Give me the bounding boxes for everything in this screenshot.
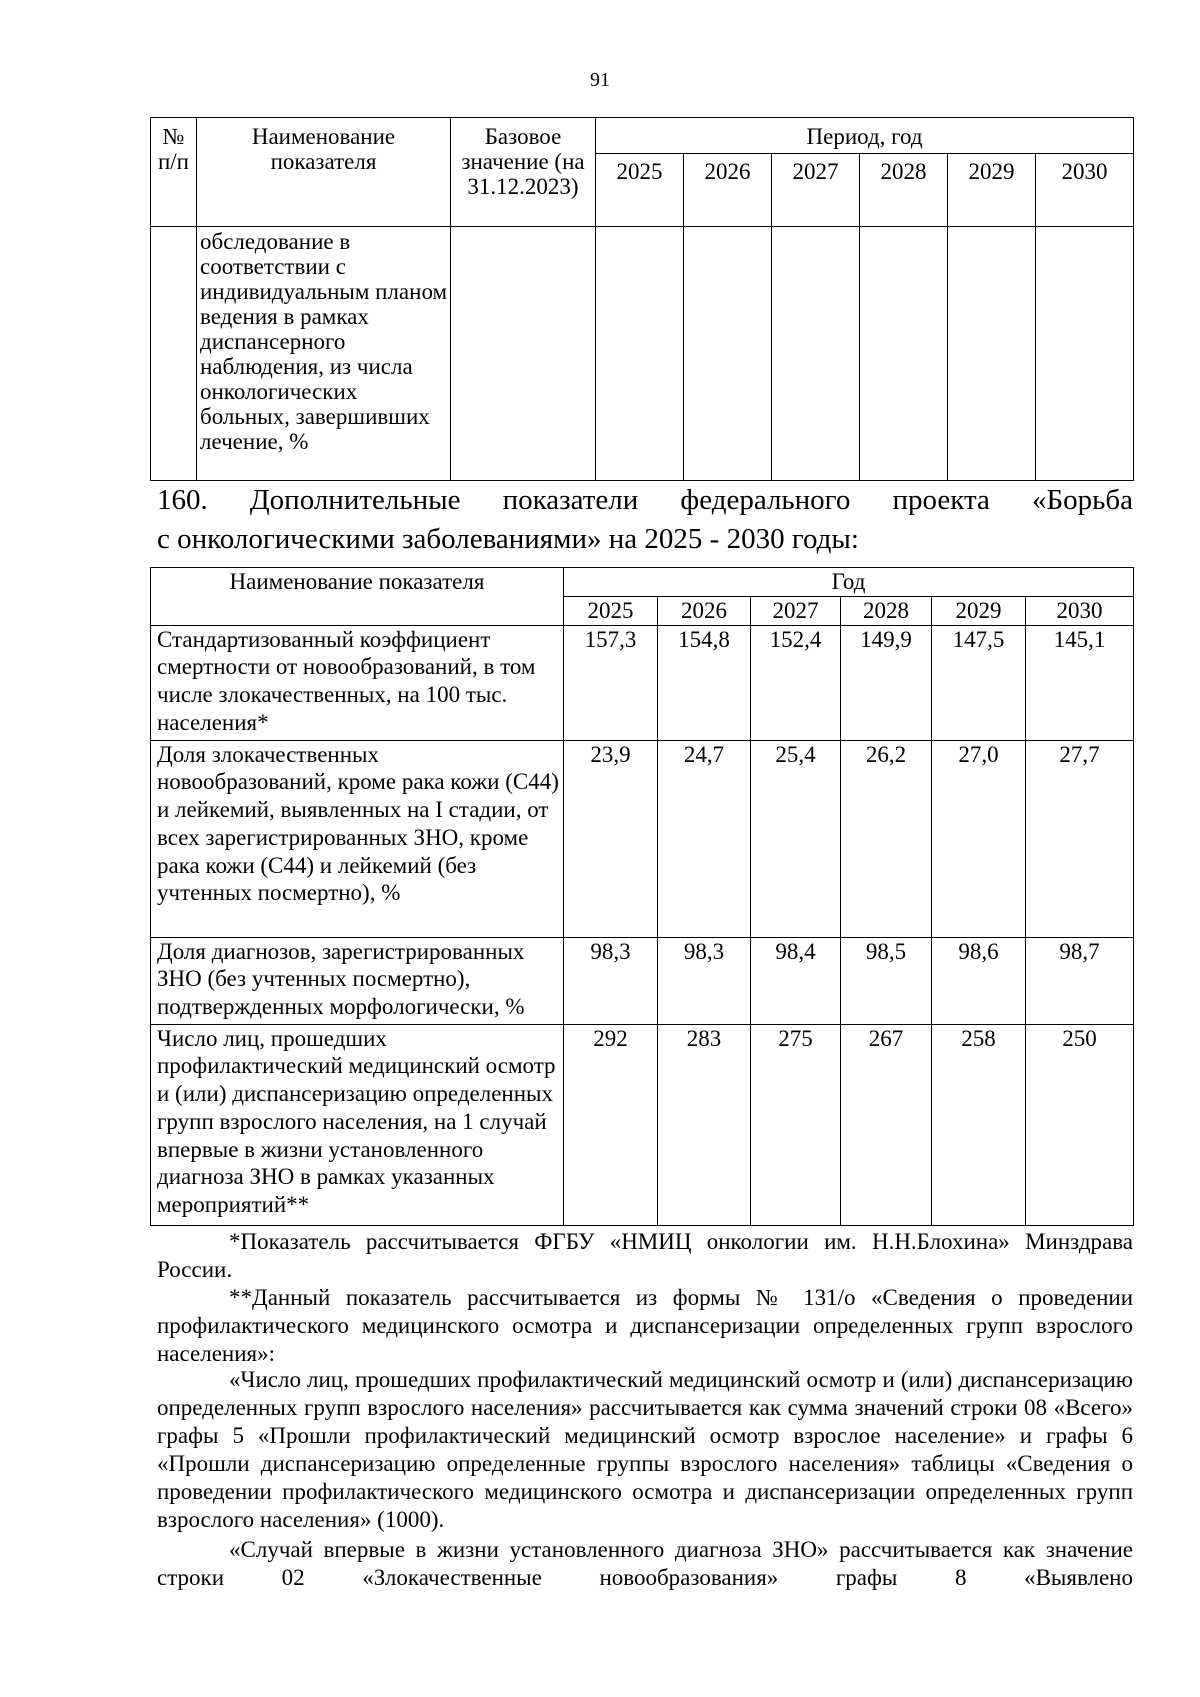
row-value: 275 [751,1024,841,1225]
row-value: 145,1 [1026,625,1134,740]
header-year-value: 2028 [841,597,932,626]
row-value: 27,0 [932,740,1026,937]
row-value: 250 [1026,1024,1134,1225]
header-year-value: 2029 [932,597,1026,626]
footnote-2: **Данный показатель рассчитывается из формы № 131/о «Сведения о проведении профилактического медицинского осмотра и диспансеризации определенных групп взрослого населения»: [157,1285,1133,1366]
header-year-value: 2030 [1026,597,1134,626]
row-indicator-name: обследование в соответствии с индивидуальным планом ведения в рамках диспансерного наблюдения, из числа онкологических больных, завершивших лечение, % [197,227,451,481]
table-row [151,740,1134,937]
header-indicator-name: Наименование показателя [151,568,564,626]
header-year-value: 2026 [658,597,751,626]
section-heading-line1: 160. Дополнительные показатели федерального проекта «Борьба [157,484,1133,516]
row-value: 147,5 [932,625,1026,740]
header-year: 2030 [1036,154,1134,227]
row-indicator-name: Доля диагнозов, зарегистрированных ЗНО (без учтенных посмертно), подтвержденных морфологически, % [151,937,564,1024]
row-value: 154,8 [658,625,751,740]
header-base-value: Базовое значение (на 31.12.2023) [451,118,596,227]
paragraph-1: «Число лиц, прошедших профилактический медицинский осмотр и (или) диспансеризацию определенных групп взрослого населения» рассчитывается как сумма значений строки 08 «Всего» графы 5 «Прошли профилактический медицинский осмотр взрослое население» и графы 6 «Прошли диспансеризацию определенные группы взрослого населения» таблицы «Сведения о проведении профилактического медицинского осмотра и диспансеризации определенных групп взрослого населения» (1000). [157,1367,1133,1532]
additional-indicators-table [150,567,1134,1226]
row-value: 283 [658,1024,751,1225]
row-num [151,227,197,481]
row-value: 23,9 [564,740,658,937]
header-year: 2029 [948,154,1036,227]
row-value: 26,2 [841,740,932,937]
header-period: Период, год [596,118,1134,154]
footnote-1: *Показатель рассчитывается ФГБУ «НМИЦ онкологии им. Н.Н.Блохина» Минздрава России. [157,1229,1133,1282]
header-year: Год [564,568,1134,597]
row-value [772,227,860,481]
header-indicator-name: Наименование показателя [197,118,451,227]
row-value [948,227,1036,481]
row-value: 98,6 [932,937,1026,1024]
row-value: 98,3 [564,937,658,1024]
row-value [596,227,684,481]
header-year-value: 2025 [564,597,658,626]
header-year: 2026 [684,154,772,227]
row-value: 27,7 [1026,740,1134,937]
row-indicator-name: Число лиц, прошедших профилактический медицинский осмотр и (или) диспансеризацию определенных групп взрослого населения, на 1 случай впервые в жизни установленного диагноза ЗНО в рамках указанных мероприятий** [151,1024,564,1225]
row-value: 98,7 [1026,937,1134,1024]
row-base-value [451,227,596,481]
row-value [1036,227,1134,481]
table-row [151,625,1134,740]
row-value: 98,4 [751,937,841,1024]
header-year: 2025 [596,154,684,227]
row-value [684,227,772,481]
row-value: 267 [841,1024,932,1225]
row-indicator-name: Доля злокачественных новообразований, кроме рака кожи (С44) и лейкемий, выявленных на I стадии, от всех зарегистрированных ЗНО, кроме рака кожи (С44) и лейкемий (без учтенных посмертно), % [151,740,564,937]
row-value: 157,3 [564,625,658,740]
header-num: № п/п [151,118,197,227]
row-value: 292 [564,1024,658,1225]
table-row [151,937,1134,1024]
row-value [860,227,948,481]
header-year: 2028 [860,154,948,227]
row-indicator-name: Стандартизованный коэффициент смертности от новообразований, в том числе злокачественных, на 100 тыс. населения* [151,625,564,740]
indicators-table-continuation [150,117,1134,481]
header-year: 2027 [772,154,860,227]
page-number: 91 [590,69,610,91]
paragraph-2: «Случай впервые в жизни установленного диагноза ЗНО» рассчитывается как значение строки 02 «Злокачественные новообразования» графы 8 «Выявлено [157,1537,1133,1590]
row-value: 98,5 [841,937,932,1024]
header-year-value: 2027 [751,597,841,626]
row-value: 24,7 [658,740,751,937]
section-heading-line2: с онкологическими заболеваниями» на 2025 - 2030 годы: [157,523,859,555]
row-value: 149,9 [841,625,932,740]
row-value: 98,3 [658,937,751,1024]
row-value: 258 [932,1024,1026,1225]
row-value: 152,4 [751,625,841,740]
table-row [151,1024,1134,1225]
row-value: 25,4 [751,740,841,937]
